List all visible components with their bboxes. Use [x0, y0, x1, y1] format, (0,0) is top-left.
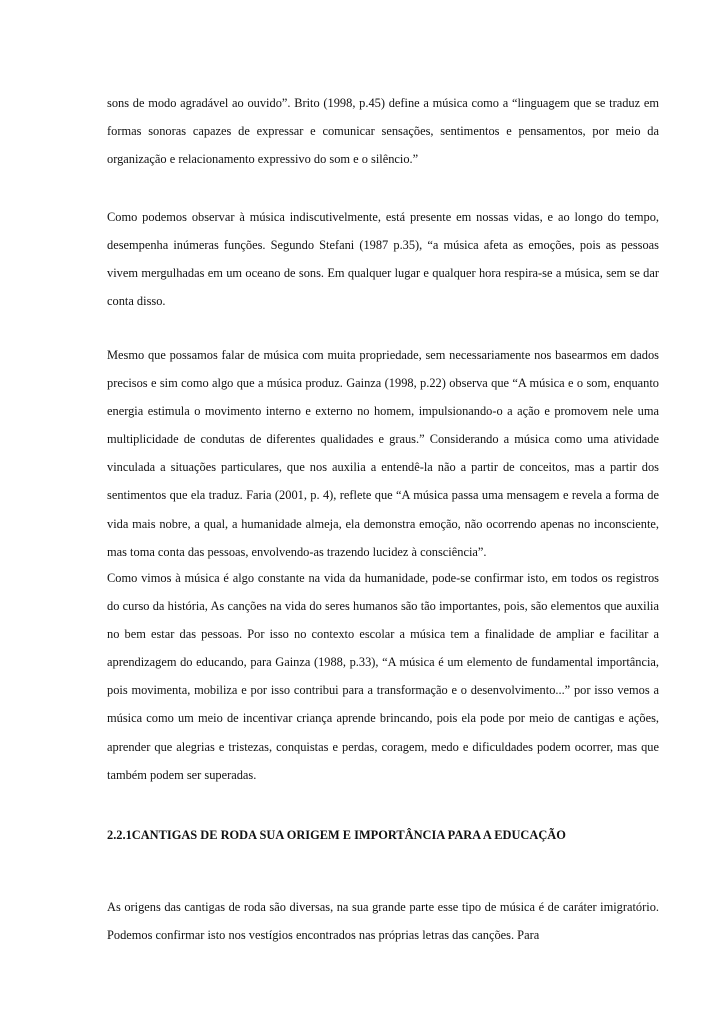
- paragraph-4: Como vimos à música é algo constante na vida da humanidade, pode-se confirmar isto, em todos os registros do curso da história, As canções na vida do seres humanos são tão importantes, pois, são elementos que auxilia no bem estar das pessoas. Por isso no contexto escolar a música tem a finalidade de ampliar e facilitar a aprendizagem do educando, para Gainza (1988, p.33), “A música é um elemento de fundamental importância, pois movimenta, mobiliza e por isso contribui para a transformação e o desenvolvimento...” por isso vemos a música como um meio de incentivar criança aprende brincando, pois ela pode por meio de cantigas e ações, aprender que alegrias e tristezas, conquistas e perdas, coragem, medo e dificuldades podem ocorrer, mas que também podem ser superadas.: [107, 571, 659, 782]
- paragraph-5: As origens das cantigas de roda são diversas, na sua grande parte esse tipo de música é de caráter imigratório. Podemos confirmar isto nos vestígios encontrados nas próprias letras das canções. Para: [107, 900, 659, 943]
- paragraph-2: Como podemos observar à música indiscutivelmente, está presente em nossas vidas, e ao longo do tempo, desempenha inúmeras funções. Segundo Stefani (1987 p.35), “a música afeta as emoções, pois as pessoas vivem mergulhadas em um oceano de sons. Em qualquer lugar e qualquer hora respira-se a música, sem se dar conta disso.: [107, 210, 659, 309]
- paragraph-1: sons de modo agradável ao ouvido”. Brito (1998, p.45) define a música como a “linguagem que se traduz em formas sonoras capazes de expressar e comunicar sensações, sentimentos e pensamentos, por meio da organização e relacionamento expressivo do som e o silêncio.”: [107, 96, 659, 167]
- paragraph-3: Mesmo que possamos falar de música com muita propriedade, sem necessariamente nos basearmos em dados precisos e sim como algo que a música produz. Gainza (1998, p.22) observa que “A música e o som, enquanto energia estimula o movimento interno e externo no homem, impulsionando-o a ação e promovem nele uma multiplicidade de condutas de diferentes qualidades e graus.” Considerando a música como uma atividade vinculada a situações particulares, que nos auxilia a entendê-la não a partir de conceitos, mas a partir dos sentimentos que ela traduz. Faria (2001, p. 4), reflete que “A música passa uma mensagem e revela a forma de vida mais nobre, a qual, a humanidade almeja, ela demonstra emoção, não ocorrendo apenas no inconsciente, mas toma conta das pessoas, envolvendo-as trazendo lucidez à consciência”.: [107, 348, 659, 559]
- section-heading: 2.2.1CANTIGAS DE RODA SUA ORIGEM E IMPORTÂNCIA PARA A EDUCAÇÃO: [107, 828, 566, 842]
